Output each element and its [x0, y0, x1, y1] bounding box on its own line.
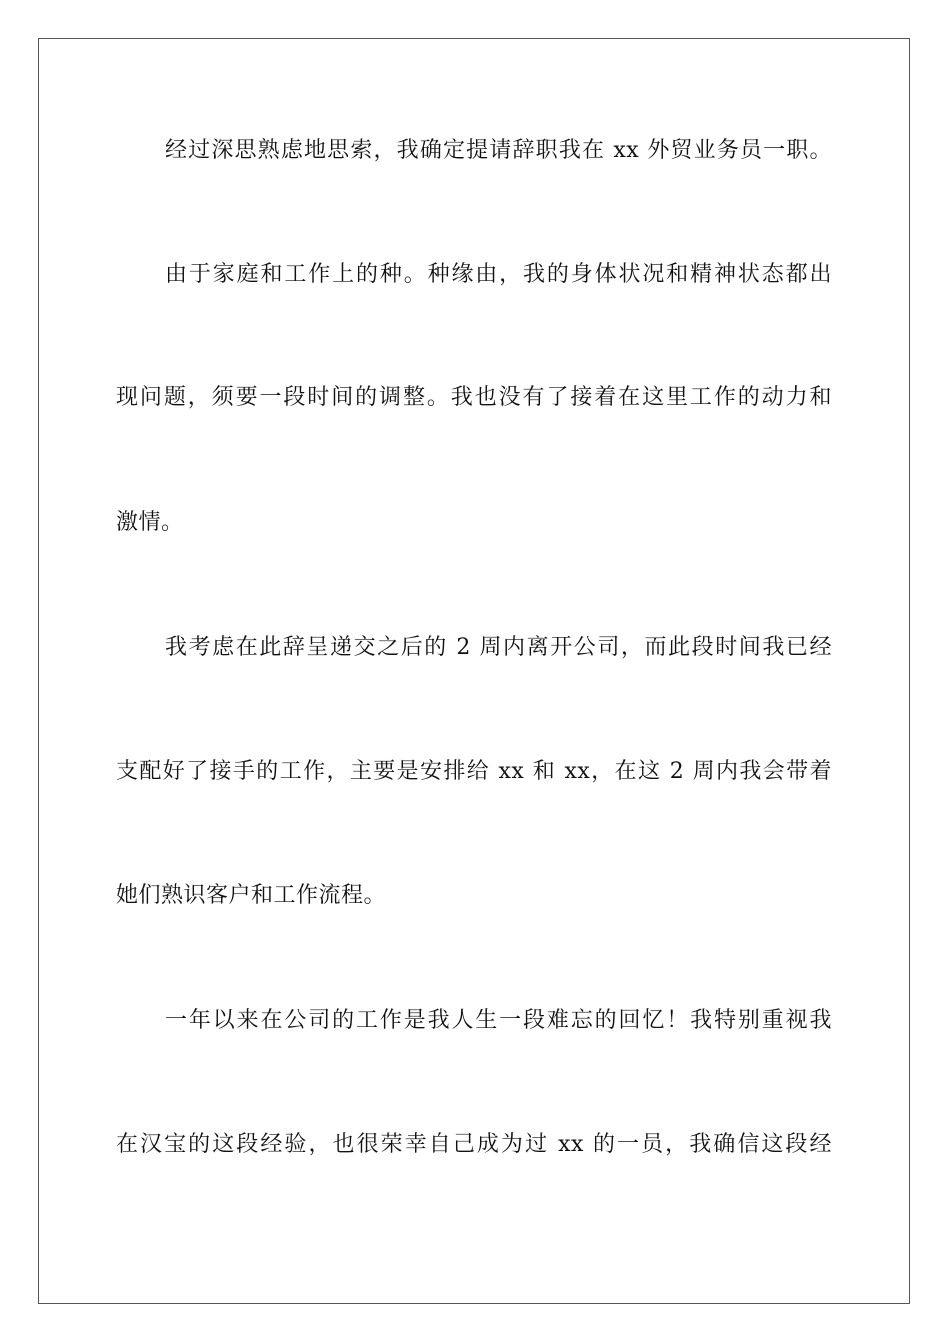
paragraph-3-line-2: 支配好了接手的工作，主要是安排给 xx 和 xx，在这 2 周内我会带着 — [116, 759, 833, 784]
paragraph-2-line-3: 激情。 — [116, 510, 184, 535]
paragraph-2-line-2: 现问题，须要一段时间的调整。我也没有了接着在这里工作的动力和 — [116, 385, 832, 410]
paragraph-4-line-1: 一年以来在公司的工作是我人生一段难忘的回忆！我特别重视我 — [165, 1008, 832, 1033]
paragraph-2-line-1: 由于家庭和工作上的种。种缘由，我的身体状况和精神状态都出 — [165, 262, 832, 287]
paragraph-4-line-2: 在汉宝的这段经验，也很荣幸自己成为过 xx 的一员，我确信这段经 — [116, 1132, 832, 1157]
paragraph-1-line-1: 经过深思熟虑地思索，我确定提请辞职我在 xx 外贸业务员一职。 — [165, 138, 832, 163]
paragraph-3-line-1: 我考虑在此辞呈递交之后的 2 周内离开公司，而此段时间我已经 — [165, 635, 832, 660]
paragraph-3-line-3: 她们熟识客户和工作流程。 — [116, 883, 387, 908]
page-border — [38, 38, 910, 1304]
